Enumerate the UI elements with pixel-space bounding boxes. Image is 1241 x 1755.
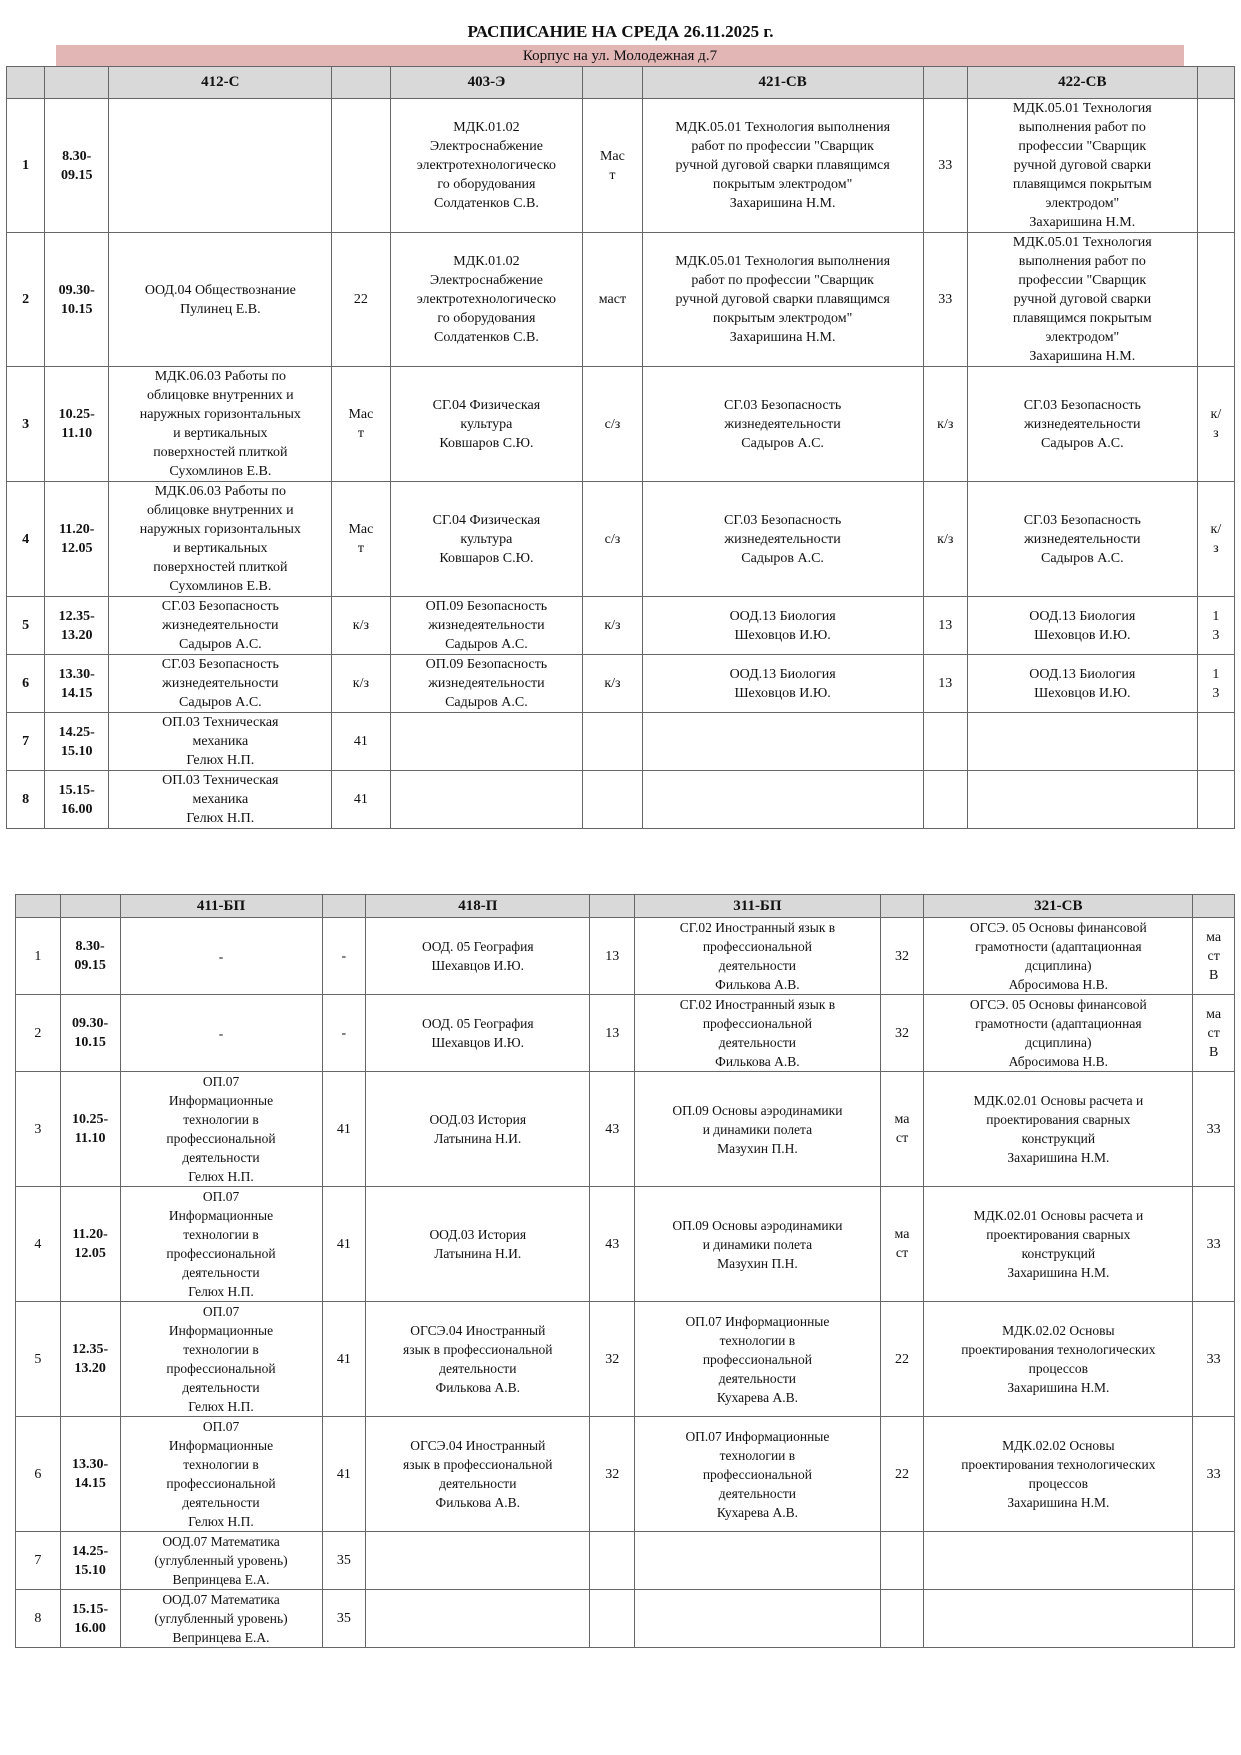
header-room	[583, 67, 642, 99]
group-header: 311-БП	[635, 895, 881, 918]
room-cell: 41	[332, 713, 390, 771]
lesson-number: 5	[16, 1302, 61, 1417]
header-time	[60, 895, 120, 918]
room-cell: Мас т	[583, 99, 642, 233]
lesson-number: 2	[16, 995, 61, 1072]
lesson-number: 7	[16, 1532, 61, 1590]
table-row	[16, 918, 1235, 995]
room-cell: к/з	[923, 482, 967, 597]
subject-cell: СГ.04 Физическая культура Ковшаров С.Ю.	[390, 367, 583, 482]
room-cell: 13	[923, 597, 967, 655]
subject-cell: ОП.09 Основы аэродинамики и динамики полета Мазухин П.Н.	[635, 1072, 881, 1187]
lesson-time: 13.30- 14.15	[45, 655, 109, 713]
lesson-number: 1	[16, 918, 61, 995]
room-cell: -	[322, 995, 366, 1072]
group-header: 421-СВ	[642, 67, 923, 99]
room-cell	[590, 1590, 635, 1648]
subject-cell	[109, 99, 332, 233]
group-header: 422-СВ	[967, 67, 1197, 99]
subject-cell: ОП.07 Информационные технологии в профессиональной деятельности Кухарева А.В.	[635, 1302, 881, 1417]
room-cell: Мас т	[332, 482, 390, 597]
room-cell: 22	[332, 233, 390, 367]
lesson-time: 14.25- 15.10	[45, 713, 109, 771]
header-room	[1197, 67, 1234, 99]
subject-cell: ООД. 05 География Шехавцов И.Ю.	[366, 995, 590, 1072]
subject-cell: СГ.04 Физическая культура Ковшаров С.Ю.	[390, 482, 583, 597]
header-room	[923, 67, 967, 99]
table-row	[16, 1417, 1235, 1532]
room-cell: к/з	[583, 655, 642, 713]
room-cell: ма ст	[880, 1072, 924, 1187]
subject-cell	[642, 771, 923, 829]
table-row	[7, 713, 1235, 771]
lesson-number: 6	[16, 1417, 61, 1532]
subject-cell: МДК.01.02 Электроснабжение электротехнологическо го оборудования Солдатенков С.В.	[390, 233, 583, 367]
room-cell: Мас т	[332, 367, 390, 482]
room-cell: ма ст	[880, 1187, 924, 1302]
table-row	[16, 1590, 1235, 1648]
subject-cell: ОП.07 Информационные технологии в профессиональной деятельности Гелюх Н.П.	[120, 1187, 322, 1302]
room-cell: к/з	[583, 597, 642, 655]
subject-cell: СГ.03 Безопасность жизнедеятельности Садыров А.С.	[967, 367, 1197, 482]
room-cell: к/з	[332, 655, 390, 713]
subject-cell: ООД.03 История Латынина Н.И.	[366, 1072, 590, 1187]
room-cell	[1197, 771, 1234, 829]
subject-cell: ООД.07 Математика (углубленный уровень) Вепринцева Е.А.	[120, 1532, 322, 1590]
header-room	[880, 895, 924, 918]
lesson-number: 8	[7, 771, 45, 829]
table-row	[16, 1302, 1235, 1417]
subject-cell: МДК.05.01 Технология выполнения работ по профессии "Сварщик ручной дуговой сварки плавящимся покрытым электродом" Захаришина Н.М.	[642, 233, 923, 367]
lesson-time: 09.30- 10.15	[60, 995, 120, 1072]
subject-cell: СГ.03 Безопасность жизнедеятельности Садыров А.С.	[109, 597, 332, 655]
room-cell: 35	[322, 1590, 366, 1648]
group-header: 411-БП	[120, 895, 322, 918]
subject-cell: МДК.05.01 Технология выполнения работ по профессии "Сварщик ручной дуговой сварки плавящимся покрытым электродом" Захаришина Н.М.	[642, 99, 923, 233]
subject-cell: ОП.03 Техническая механика Гелюх Н.П.	[109, 771, 332, 829]
room-cell: 13	[590, 995, 635, 1072]
room-cell	[923, 713, 967, 771]
room-cell: 32	[880, 918, 924, 995]
room-cell	[880, 1532, 924, 1590]
subject-cell	[635, 1532, 881, 1590]
room-cell: 22	[880, 1417, 924, 1532]
group-header: 418-П	[366, 895, 590, 918]
table-row	[7, 99, 1235, 233]
subject-cell: ОГСЭ.04 Иностранный язык в профессиональной деятельности Филькова А.В.	[366, 1417, 590, 1532]
subject-cell: СГ.03 Безопасность жизнедеятельности Садыров А.С.	[642, 482, 923, 597]
table-row	[7, 655, 1235, 713]
room-cell: с/з	[583, 482, 642, 597]
campus-banner: Корпус на ул. Молодежная д.7	[56, 45, 1184, 66]
room-cell: к/ з	[1197, 482, 1234, 597]
subject-cell: ООД.03 История Латынина Н.И.	[366, 1187, 590, 1302]
group-header: 321-СВ	[924, 895, 1193, 918]
room-cell	[1197, 99, 1234, 233]
lesson-number: 4	[7, 482, 45, 597]
subject-cell: СГ.02 Иностранный язык в профессиональной деятельности Филькова А.В.	[635, 918, 881, 995]
table-row	[16, 1187, 1235, 1302]
subject-cell	[366, 1532, 590, 1590]
subject-cell: МДК.02.01 Основы расчета и проектирования сварных конструкций Захаришина Н.М.	[924, 1072, 1193, 1187]
room-cell: 32	[590, 1417, 635, 1532]
room-cell: к/з	[332, 597, 390, 655]
subject-cell: СГ.03 Безопасность жизнедеятельности Садыров А.С.	[967, 482, 1197, 597]
room-cell	[1193, 1590, 1235, 1648]
room-cell: 41	[322, 1417, 366, 1532]
subject-cell: МДК.05.01 Технология выполнения работ по профессии "Сварщик ручной дуговой сварки плавящимся покрытым электродом" Захаришина Н.М.	[967, 233, 1197, 367]
subject-cell: ООД.13 Биология Шеховцов И.Ю.	[642, 597, 923, 655]
table-row	[16, 1072, 1235, 1187]
subject-cell	[642, 713, 923, 771]
subject-cell: МДК.06.03 Работы по облицовке внутренних и наружных горизонтальных и вертикальных поверхностей плиткой Сухомлинов Е.В.	[109, 367, 332, 482]
room-cell	[583, 713, 642, 771]
lesson-number: 5	[7, 597, 45, 655]
subject-cell: -	[120, 995, 322, 1072]
room-cell: 33	[1193, 1302, 1235, 1417]
lesson-number: 8	[16, 1590, 61, 1648]
room-cell: ма ст В	[1193, 995, 1235, 1072]
group-header: 412-С	[109, 67, 332, 99]
subject-cell	[366, 1590, 590, 1648]
subject-cell: ООД.13 Биология Шеховцов И.Ю.	[967, 597, 1197, 655]
lesson-number: 3	[7, 367, 45, 482]
subject-cell: ОГСЭ.04 Иностранный язык в профессиональной деятельности Филькова А.В.	[366, 1302, 590, 1417]
lesson-time: 8.30- 09.15	[45, 99, 109, 233]
group-header: 403-Э	[390, 67, 583, 99]
subject-cell: -	[120, 918, 322, 995]
subject-cell: МДК.02.02 Основы проектирования технологических процессов Захаришина Н.М.	[924, 1302, 1193, 1417]
room-cell: 1 3	[1197, 597, 1234, 655]
subject-cell: ОП.09 Основы аэродинамики и динамики полета Мазухин П.Н.	[635, 1187, 881, 1302]
room-cell: 33	[923, 233, 967, 367]
lesson-number: 6	[7, 655, 45, 713]
subject-cell: ОП.07 Информационные технологии в профессиональной деятельности Гелюх Н.П.	[120, 1417, 322, 1532]
table-row	[7, 771, 1235, 829]
lesson-time: 15.15- 16.00	[60, 1590, 120, 1648]
header-room	[322, 895, 366, 918]
room-cell: ма ст В	[1193, 918, 1235, 995]
room-cell: 33	[1193, 1417, 1235, 1532]
room-cell: 43	[590, 1187, 635, 1302]
room-cell: с/з	[583, 367, 642, 482]
room-cell	[880, 1590, 924, 1648]
subject-cell: МДК.05.01 Технология выполнения работ по профессии "Сварщик ручной дуговой сварки плавящимся покрытым электродом" Захаришина Н.М.	[967, 99, 1197, 233]
room-cell: 33	[1193, 1072, 1235, 1187]
subject-cell: ООД.13 Биология Шеховцов И.Ю.	[967, 655, 1197, 713]
lesson-number: 2	[7, 233, 45, 367]
header-room	[332, 67, 390, 99]
subject-cell: ОГСЭ. 05 Основы финансовой грамотности (адаптационная дсциплина) Абросимова Н.В.	[924, 995, 1193, 1072]
room-cell	[1197, 713, 1234, 771]
table-row	[7, 233, 1235, 367]
subject-cell: ОП.07 Информационные технологии в профессиональной деятельности Гелюх Н.П.	[120, 1072, 322, 1187]
subject-cell: ООД.07 Математика (углубленный уровень) Вепринцева Е.А.	[120, 1590, 322, 1648]
subject-cell	[967, 713, 1197, 771]
subject-cell: ООД. 05 География Шехавцов И.Ю.	[366, 918, 590, 995]
room-cell: 22	[880, 1302, 924, 1417]
room-cell: 13	[590, 918, 635, 995]
schedule-table-2	[15, 894, 1235, 1648]
room-cell: 33	[923, 99, 967, 233]
room-cell: 1 3	[1197, 655, 1234, 713]
lesson-number: 7	[7, 713, 45, 771]
subject-cell: ОП.03 Техническая механика Гелюх Н.П.	[109, 713, 332, 771]
room-cell	[1193, 1532, 1235, 1590]
header-room	[1193, 895, 1235, 918]
room-cell	[590, 1532, 635, 1590]
header-time	[45, 67, 109, 99]
page-title: РАСПИСАНИЕ НА СРЕДА 26.11.2025 г.	[467, 22, 774, 41]
lesson-time: 13.30- 14.15	[60, 1417, 120, 1532]
subject-cell	[967, 771, 1197, 829]
lesson-number: 3	[16, 1072, 61, 1187]
subject-cell: СГ.03 Безопасность жизнедеятельности Садыров А.С.	[109, 655, 332, 713]
subject-cell: ООД.13 Биология Шеховцов И.Ю.	[642, 655, 923, 713]
room-cell: 33	[1193, 1187, 1235, 1302]
lesson-time: 10.25- 11.10	[60, 1072, 120, 1187]
room-cell: 41	[322, 1072, 366, 1187]
subject-cell: МДК.01.02 Электроснабжение электротехнологическо го оборудования Солдатенков С.В.	[390, 99, 583, 233]
subject-cell: ООД.04 Обществознание Пулинец Е.В.	[109, 233, 332, 367]
schedule-table-1	[6, 66, 1235, 829]
room-cell: маст	[583, 233, 642, 367]
room-cell: 41	[332, 771, 390, 829]
table-row	[7, 482, 1235, 597]
subject-cell: МДК.02.02 Основы проектирования технологических процессов Захаришина Н.М.	[924, 1417, 1193, 1532]
lesson-time: 12.35- 13.20	[60, 1302, 120, 1417]
room-cell: 13	[923, 655, 967, 713]
table-row	[7, 597, 1235, 655]
lesson-time: 14.25- 15.10	[60, 1532, 120, 1590]
table-row	[7, 367, 1235, 482]
header-num	[16, 895, 61, 918]
subject-cell: СГ.03 Безопасность жизнедеятельности Садыров А.С.	[642, 367, 923, 482]
subject-cell	[390, 713, 583, 771]
room-cell: 32	[880, 995, 924, 1072]
subject-cell	[924, 1590, 1193, 1648]
lesson-time: 10.25- 11.10	[45, 367, 109, 482]
room-cell: 32	[590, 1302, 635, 1417]
subject-cell: СГ.02 Иностранный язык в профессиональной деятельности Филькова А.В.	[635, 995, 881, 1072]
table-header-row	[16, 895, 1235, 918]
table-header-row	[7, 67, 1235, 99]
room-cell: 35	[322, 1532, 366, 1590]
subject-cell: МДК.06.03 Работы по облицовке внутренних и наружных горизонтальных и вертикальных поверхностей плиткой Сухомлинов Е.В.	[109, 482, 332, 597]
room-cell	[1197, 233, 1234, 367]
lesson-time: 8.30- 09.15	[60, 918, 120, 995]
subject-cell: ОП.09 Безопасность жизнедеятельности Садыров А.С.	[390, 655, 583, 713]
subject-cell: ОГСЭ. 05 Основы финансовой грамотности (адаптационная дсциплина) Абросимова Н.В.	[924, 918, 1193, 995]
header-num	[7, 67, 45, 99]
subject-cell	[924, 1532, 1193, 1590]
room-cell	[583, 771, 642, 829]
lesson-number: 4	[16, 1187, 61, 1302]
room-cell	[332, 99, 390, 233]
room-cell: к/з	[923, 367, 967, 482]
table-row	[16, 995, 1235, 1072]
subject-cell: МДК.02.01 Основы расчета и проектирования сварных конструкций Захаришина Н.М.	[924, 1187, 1193, 1302]
table-row	[16, 1532, 1235, 1590]
room-cell: к/ з	[1197, 367, 1234, 482]
subject-cell: ОП.07 Информационные технологии в профессиональной деятельности Кухарева А.В.	[635, 1417, 881, 1532]
lesson-number: 1	[7, 99, 45, 233]
subject-cell: ОП.07 Информационные технологии в профессиональной деятельности Гелюх Н.П.	[120, 1302, 322, 1417]
room-cell: 41	[322, 1302, 366, 1417]
header-room	[590, 895, 635, 918]
lesson-time: 09.30- 10.15	[45, 233, 109, 367]
lesson-time: 12.35- 13.20	[45, 597, 109, 655]
lesson-time: 11.20- 12.05	[60, 1187, 120, 1302]
room-cell: -	[322, 918, 366, 995]
room-cell: 41	[322, 1187, 366, 1302]
subject-cell: ОП.09 Безопасность жизнедеятельности Садыров А.С.	[390, 597, 583, 655]
room-cell: 43	[590, 1072, 635, 1187]
lesson-time: 11.20- 12.05	[45, 482, 109, 597]
subject-cell	[390, 771, 583, 829]
subject-cell	[635, 1590, 881, 1648]
lesson-time: 15.15- 16.00	[45, 771, 109, 829]
room-cell	[923, 771, 967, 829]
